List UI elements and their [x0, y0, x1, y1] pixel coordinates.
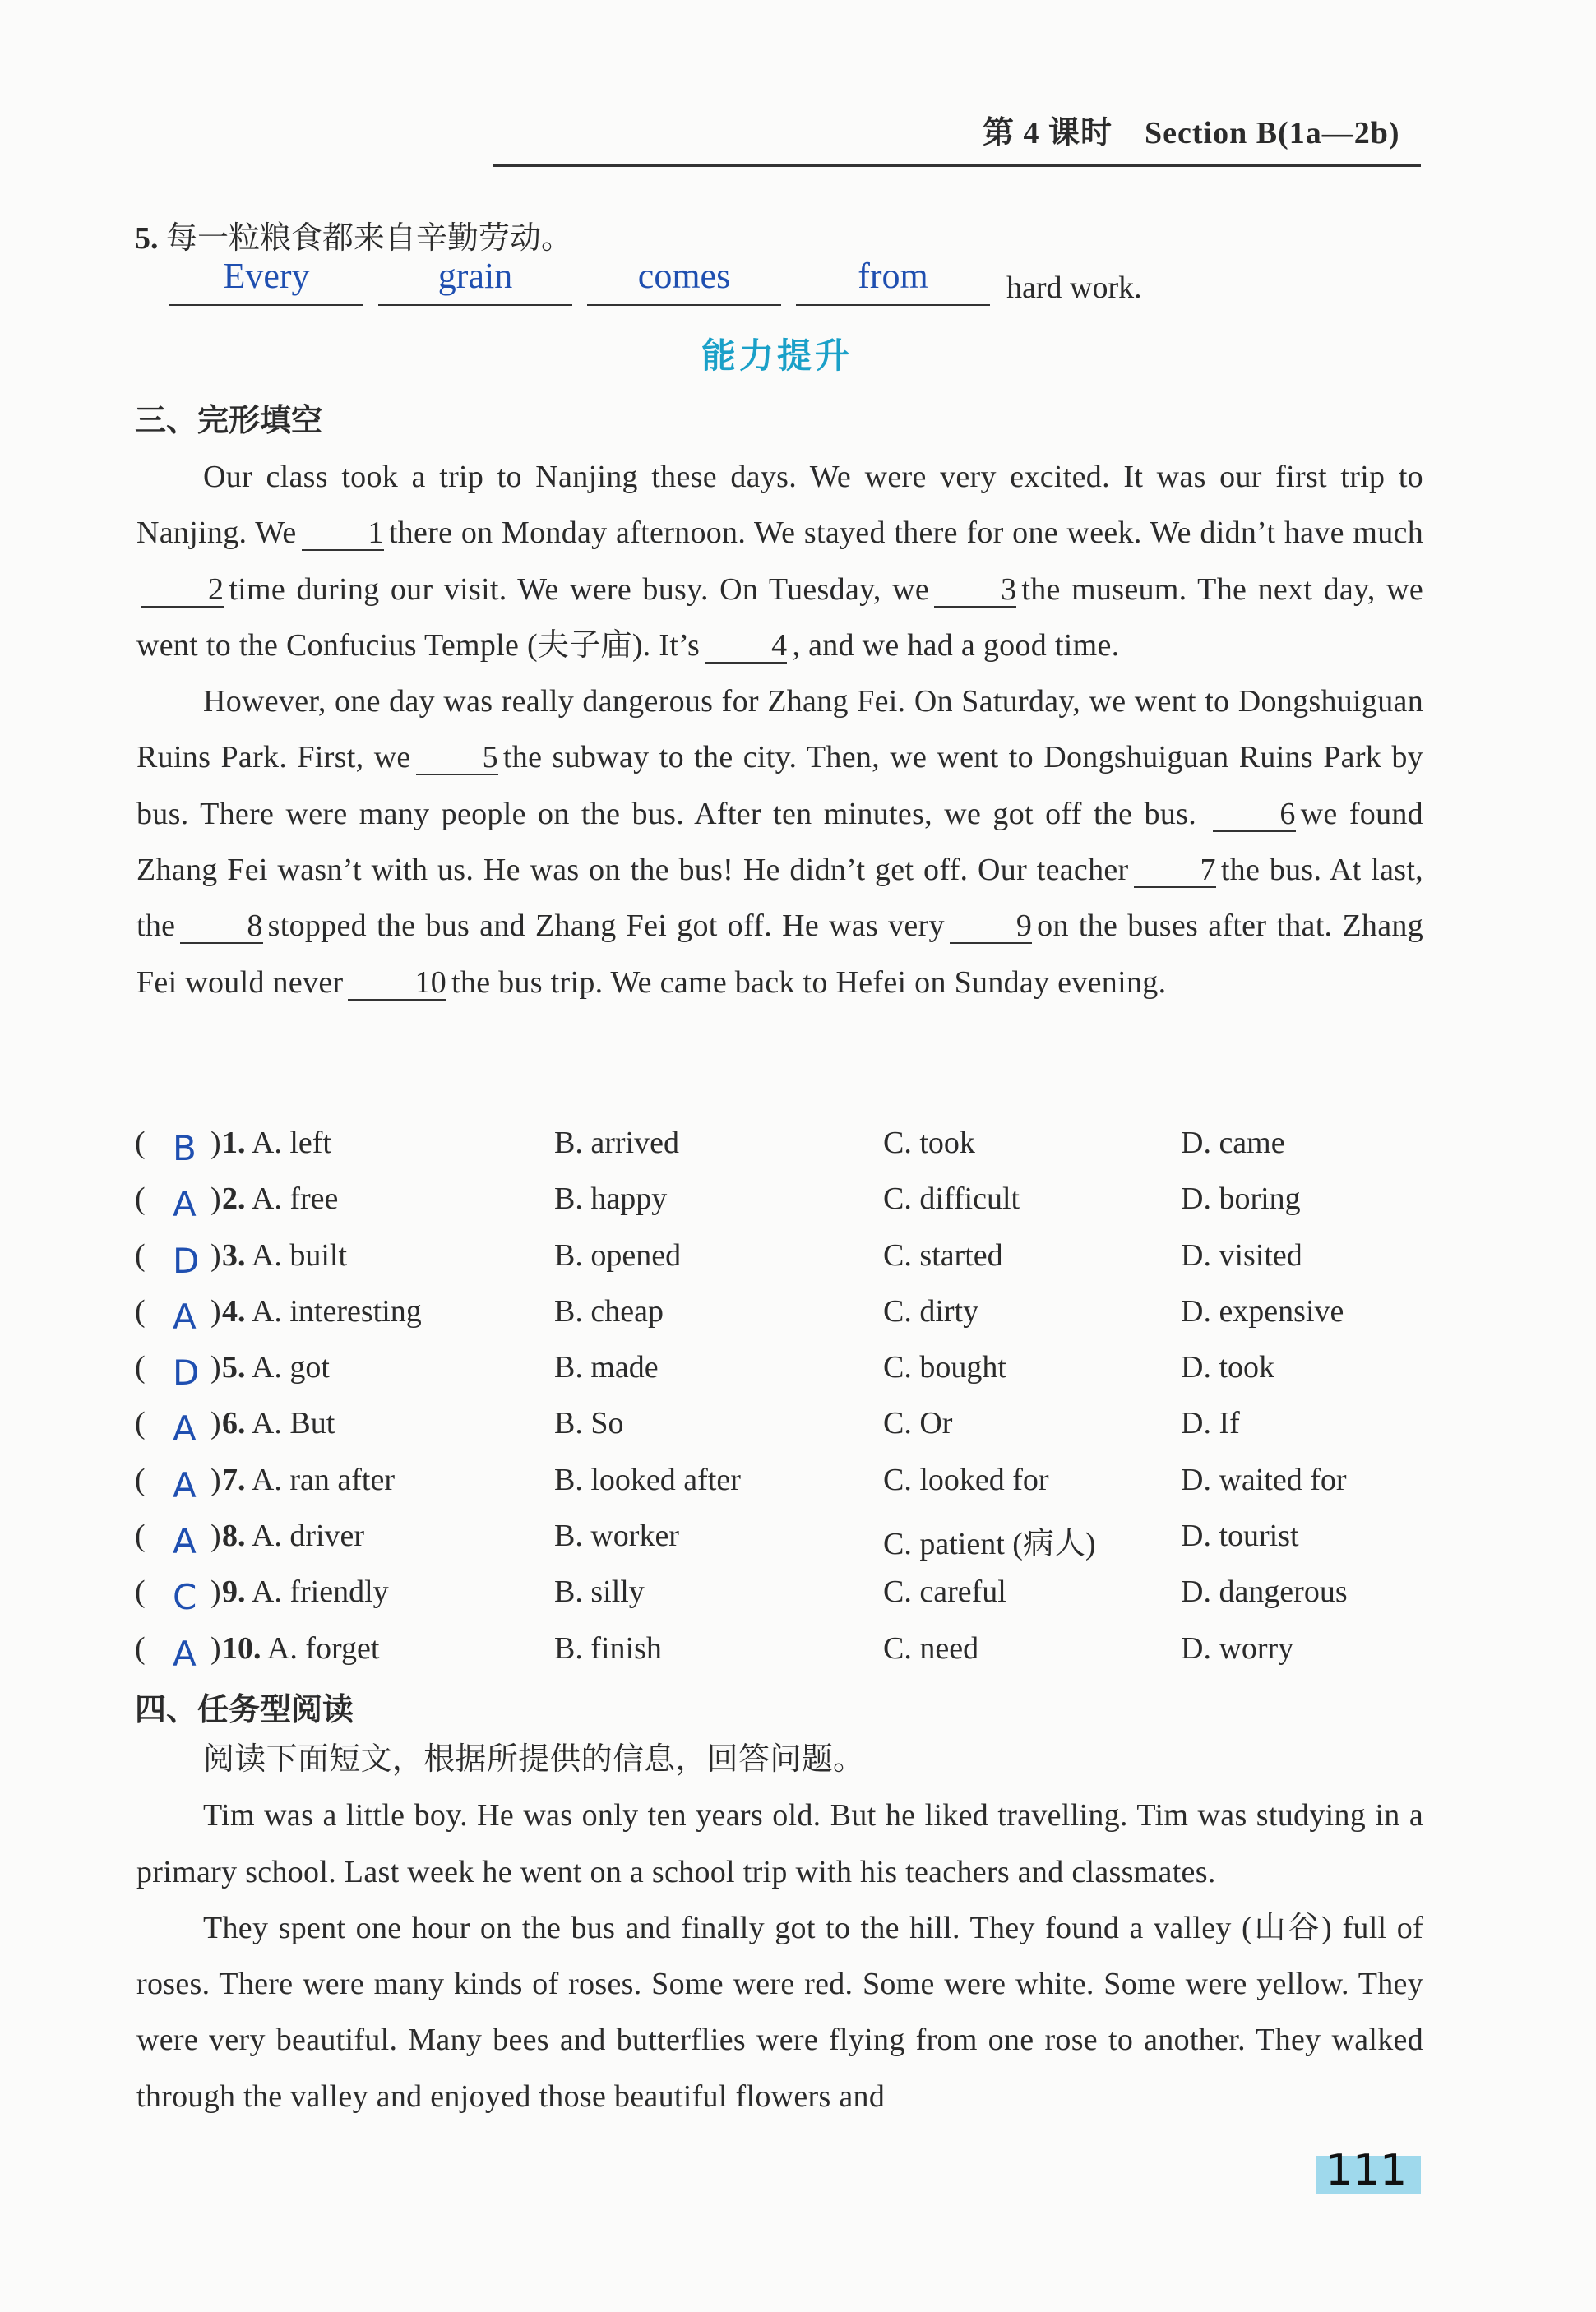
page-number: 111: [1325, 2146, 1408, 2195]
blank-1: 1: [302, 516, 384, 551]
translation-trailing-text: hard work.: [1006, 271, 1142, 305]
answer-blank: from: [796, 255, 990, 306]
translation-answers: [169, 255, 1238, 312]
cloze-choices: [135, 1125, 1434, 1686]
answer-letter: A: [173, 1408, 197, 1450]
answer-blank: comes: [587, 255, 781, 306]
cloze-paragraph-2: However, one day was really dangerous for Zhang Fei. On Saturday, we went to Dongshuiguan Ruins Park. First, we 5 the subway to the city. Then, we went to Dongshuiguan Ruins Park by bus. There were many people on the bus. After ten minutes, we got off the bus. 6 we found Zhang Fei wasn’t with us. He was on the bus! He didn’t get off. Our teacher 7 the bus. At last, the 8 stopped the bus and Zhang Fei got off. He was very 9 on the buses after that. Zhang Fei would never 10 the bus trip. We came back to Hefei on Sunday evening.: [136, 684, 1423, 1000]
reading-heading: 四、任务型阅读: [135, 1691, 354, 1727]
answer-letter: D: [173, 1240, 200, 1281]
choice-row: ( D ) 5. A. got B. made C. bought D. took: [135, 1350, 1274, 1394]
reading-passage: [136, 1732, 1423, 2125]
answer-letter: B: [173, 1128, 197, 1168]
choice-row: ( A ) 10. A. forget B. finish C. need D. worry: [135, 1630, 1294, 1674]
blank-9: 9: [950, 909, 1032, 944]
question-number: 5.: [135, 221, 159, 256]
answer-letter: A: [173, 1184, 197, 1225]
choice-row: ( A ) 2. A. free B. happy C. difficult D. boring: [135, 1181, 1301, 1225]
reading-paragraph-1: Tim was a little boy. He was only ten years old. But he liked travelling. Tim was studying in a primary school. Last week he went on a school trip with his teachers and classmates.: [136, 1798, 1423, 1889]
section-title: 能力提升: [701, 335, 853, 376]
answer-blank: Every: [169, 255, 363, 306]
cloze-passage: [136, 449, 1423, 1010]
choice-row: ( A ) 7. A. ran after B. looked after C. looked for D. waited for: [135, 1462, 1347, 1505]
answer-blank: grain: [378, 255, 572, 306]
translation-question: [135, 212, 572, 257]
cloze-paragraph-1: Our class took a trip to Nanjing these days. We were very excited. It was our first trip to Nanjing. We 1 there on Monday afternoon. We stayed there for one week. We didn’t have much2 time during our visit. We were busy. On Tuesday, we 3 the museum. The next day, we went to the Confucius Temple (夫子庙). It’s 4 , and we had a good time.: [136, 460, 1424, 663]
header-divider: [493, 164, 1421, 167]
blank-6: 6: [1213, 798, 1295, 832]
choice-row: ( A ) 8. A. driver B. worker C. patient (病人) D. tourist: [135, 1519, 1299, 1562]
choice-row: ( A ) 6. A. But B. So C. Or D. If: [135, 1406, 1240, 1450]
answer-letter: C: [173, 1577, 197, 1618]
choice-row: ( C ) 9. A. friendly B. silly C. careful D. dangerous: [135, 1574, 1348, 1618]
page-header: 第 4 课时 Section B(1a—2b): [983, 116, 1400, 150]
answer-letter: D: [173, 1353, 200, 1394]
blank-7: 7: [1134, 853, 1216, 888]
answer-letter: A: [173, 1633, 197, 1674]
choice-row: ( B ) 1. A. left B. arrived C. took D. came: [135, 1126, 1285, 1168]
cloze-heading: 三、完形填空: [135, 402, 323, 438]
blank-5: 5: [416, 741, 498, 775]
blank-4: 4: [705, 629, 787, 664]
blank-2: 2: [141, 573, 224, 608]
answer-letter: A: [173, 1464, 197, 1505]
blank-10: 10: [348, 966, 446, 1001]
answer-letter: A: [173, 1296, 197, 1337]
reading-instruction: 阅读下面短文，根据所提供的信息，回答问题。: [203, 1742, 865, 1777]
translation-prompt: 每一粒粮食都来自辛勤劳动。: [166, 221, 573, 256]
reading-paragraph-2: They spent one hour on the bus and finally got to the hill. They found a valley (山谷) full of roses. There were many kinds of roses. Some were red. Some were white. Some were yellow. They were very beautiful. Many bees and butterflies were flying from one rose to another. They walked through the valley and enjoyed those beautiful flowers and: [136, 1910, 1423, 2114]
choice-row: ( D ) 3. A. built B. opened C. started D. visited: [135, 1237, 1302, 1281]
blank-8: 8: [180, 909, 262, 944]
blank-3: 3: [934, 573, 1016, 608]
answer-letter: A: [173, 1521, 197, 1562]
choice-row: ( A ) 4. A. interesting B. cheap C. dirty D. expensive: [135, 1293, 1344, 1337]
